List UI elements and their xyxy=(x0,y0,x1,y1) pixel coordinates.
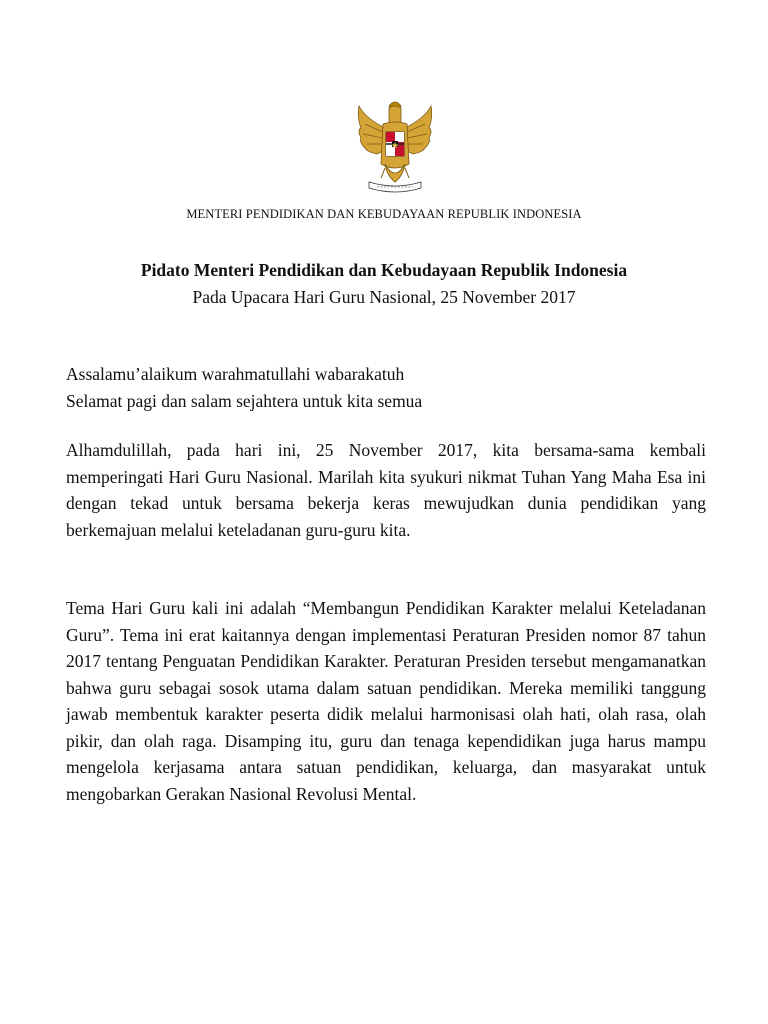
greeting-line: Assalamu’alaikum warahmatullahi wabarakatuh xyxy=(66,364,405,384)
garuda-emblem-icon xyxy=(355,98,435,196)
speech-subtitle: Pada Upacara Hari Guru Nasional, 25 November 2017 xyxy=(192,287,576,307)
greeting-line: Selamat pagi dan salam sejahtera untuk kita semua xyxy=(66,391,423,411)
body-paragraph: Tema Hari Guru kali ini adalah “Membangun Pendidikan Karakter melalui Keteladanan Guru”. Tema ini erat kaitannya dengan implementasi Peraturan Presiden nomor 87 tahun 2017 tentang Penguatan Pendidikan Karakter. Peraturan Presiden tersebut mengamanatkan bahwa guru sebagai sosok utama dalam satuan pendidikan. Mereka memiliki tanggung jawab membentuk karakter peserta didik melalui harmonisasi olah hati, olah rasa, olah pikir, dan olah raga. Disamping itu, guru dan tenaga kependidikan juga harus mampu mengelola kerjasama antara satuan pendidikan, keluarga, dan masyarakat untuk mengobarkan Gerakan Nasional Revolusi Mental. xyxy=(66,598,706,804)
speech-title: Pidato Menteri Pendidikan dan Kebudayaan Republik Indonesia xyxy=(140,260,628,280)
body-paragraph: Alhamdulillah, pada hari ini, 25 November 2017, kita bersama-sama kembali memperingati Hari Guru Nasional. Marilah kita syukuri nikmat Tuhan Yang Maha Esa ini dengan tekad untuk bersama bekerja keras mewujudkan dunia pendidikan yang berkemajuan melalui keteladanan guru-guru kita. xyxy=(66,440,706,540)
ministry-header: MENTERI PENDIDIKAN DAN KEBUDAYAAN REPUBLIK INDONESIA xyxy=(186,207,582,221)
